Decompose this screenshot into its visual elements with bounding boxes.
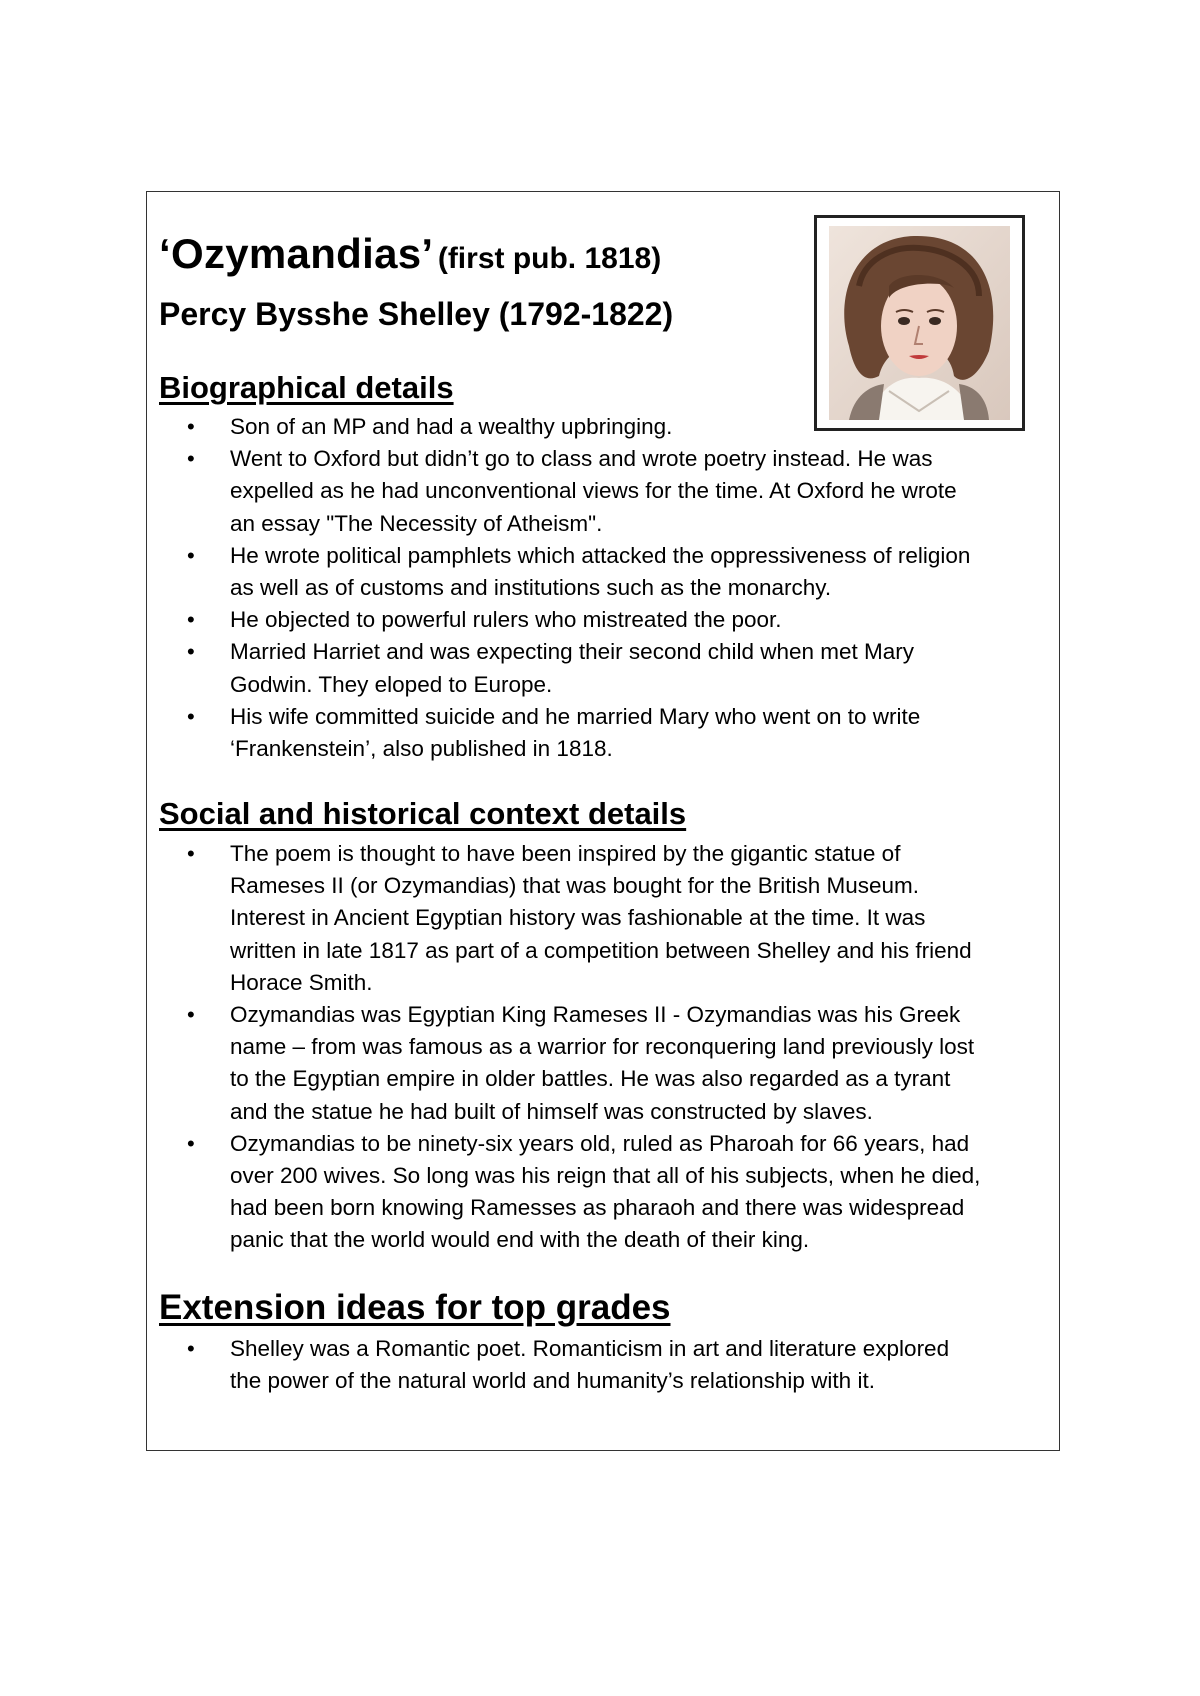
publication-note: (first pub. 1818)	[437, 242, 662, 275]
extension-list	[159, 1333, 1059, 1397]
portrait-frame	[814, 215, 1025, 431]
list-item: • Shelley was a Romantic poet. Romanticism in art and literature explored the power of the natural world and humanity’s relationship with it.	[159, 1333, 1059, 1397]
list-item: • Ozymandias was Egyptian King Rameses II - Ozymandias was his Greek name – from was famous as a warrior for reconquering land previously lost to the Egyptian empire in older battles. He was also regarded as a tyrant and the statue he had built of himself was constructed by slaves.	[159, 999, 1059, 1128]
biographical-list	[159, 411, 1059, 765]
list-item: • He wrote political pamphlets which attacked the oppressiveness of religion as well as of customs and institutions such as the monarchy.	[159, 540, 1059, 604]
list-item: • Ozymandias to be ninety-six years old, ruled as Pharoah for 66 years, had over 200 wives. So long was his reign that all of his subjects, when he died, had been born knowing Ramesses as pharaoh and there was widespread panic that the world would end with the death of their king.	[159, 1128, 1059, 1257]
list-item: • His wife committed suicide and he married Mary who went on to write ‘Frankenstein’, also published in 1818.	[159, 701, 1059, 765]
list-item: • Married Harriet and was expecting their second child when met Mary Godwin. They eloped to Europe.	[159, 636, 1059, 700]
biographical-heading: Biographical details	[159, 370, 454, 405]
shelley-portrait-icon	[829, 226, 1010, 420]
list-item: • Went to Oxford but didn’t go to class and wrote poetry instead. He was expelled as he had unconventional views for the time. At Oxford he wrote an essay "The Necessity of Atheism".	[159, 443, 1059, 540]
context-list	[159, 838, 1059, 1257]
author-name: Percy Bysshe Shelley (1792-1822)	[159, 296, 674, 332]
poem-title	[159, 230, 661, 278]
context-heading: Social and historical context details	[159, 796, 687, 831]
title-text: ‘Ozymandias’	[159, 230, 434, 277]
list-item: • He objected to powerful rulers who mistreated the poor.	[159, 604, 1059, 636]
list-item: • Son of an MP and had a wealthy upbringing.	[159, 411, 1059, 443]
extension-heading: Extension ideas for top grades	[159, 1288, 671, 1327]
list-item: • The poem is thought to have been inspired by the gigantic statue of Rameses II (or Ozymandias) that was bought for the British Museum. Interest in Ancient Egyptian history was fashionable at the time. It was written in late 1817 as part of a competition between Shelley and his friend Horace Smith.	[159, 838, 1059, 999]
